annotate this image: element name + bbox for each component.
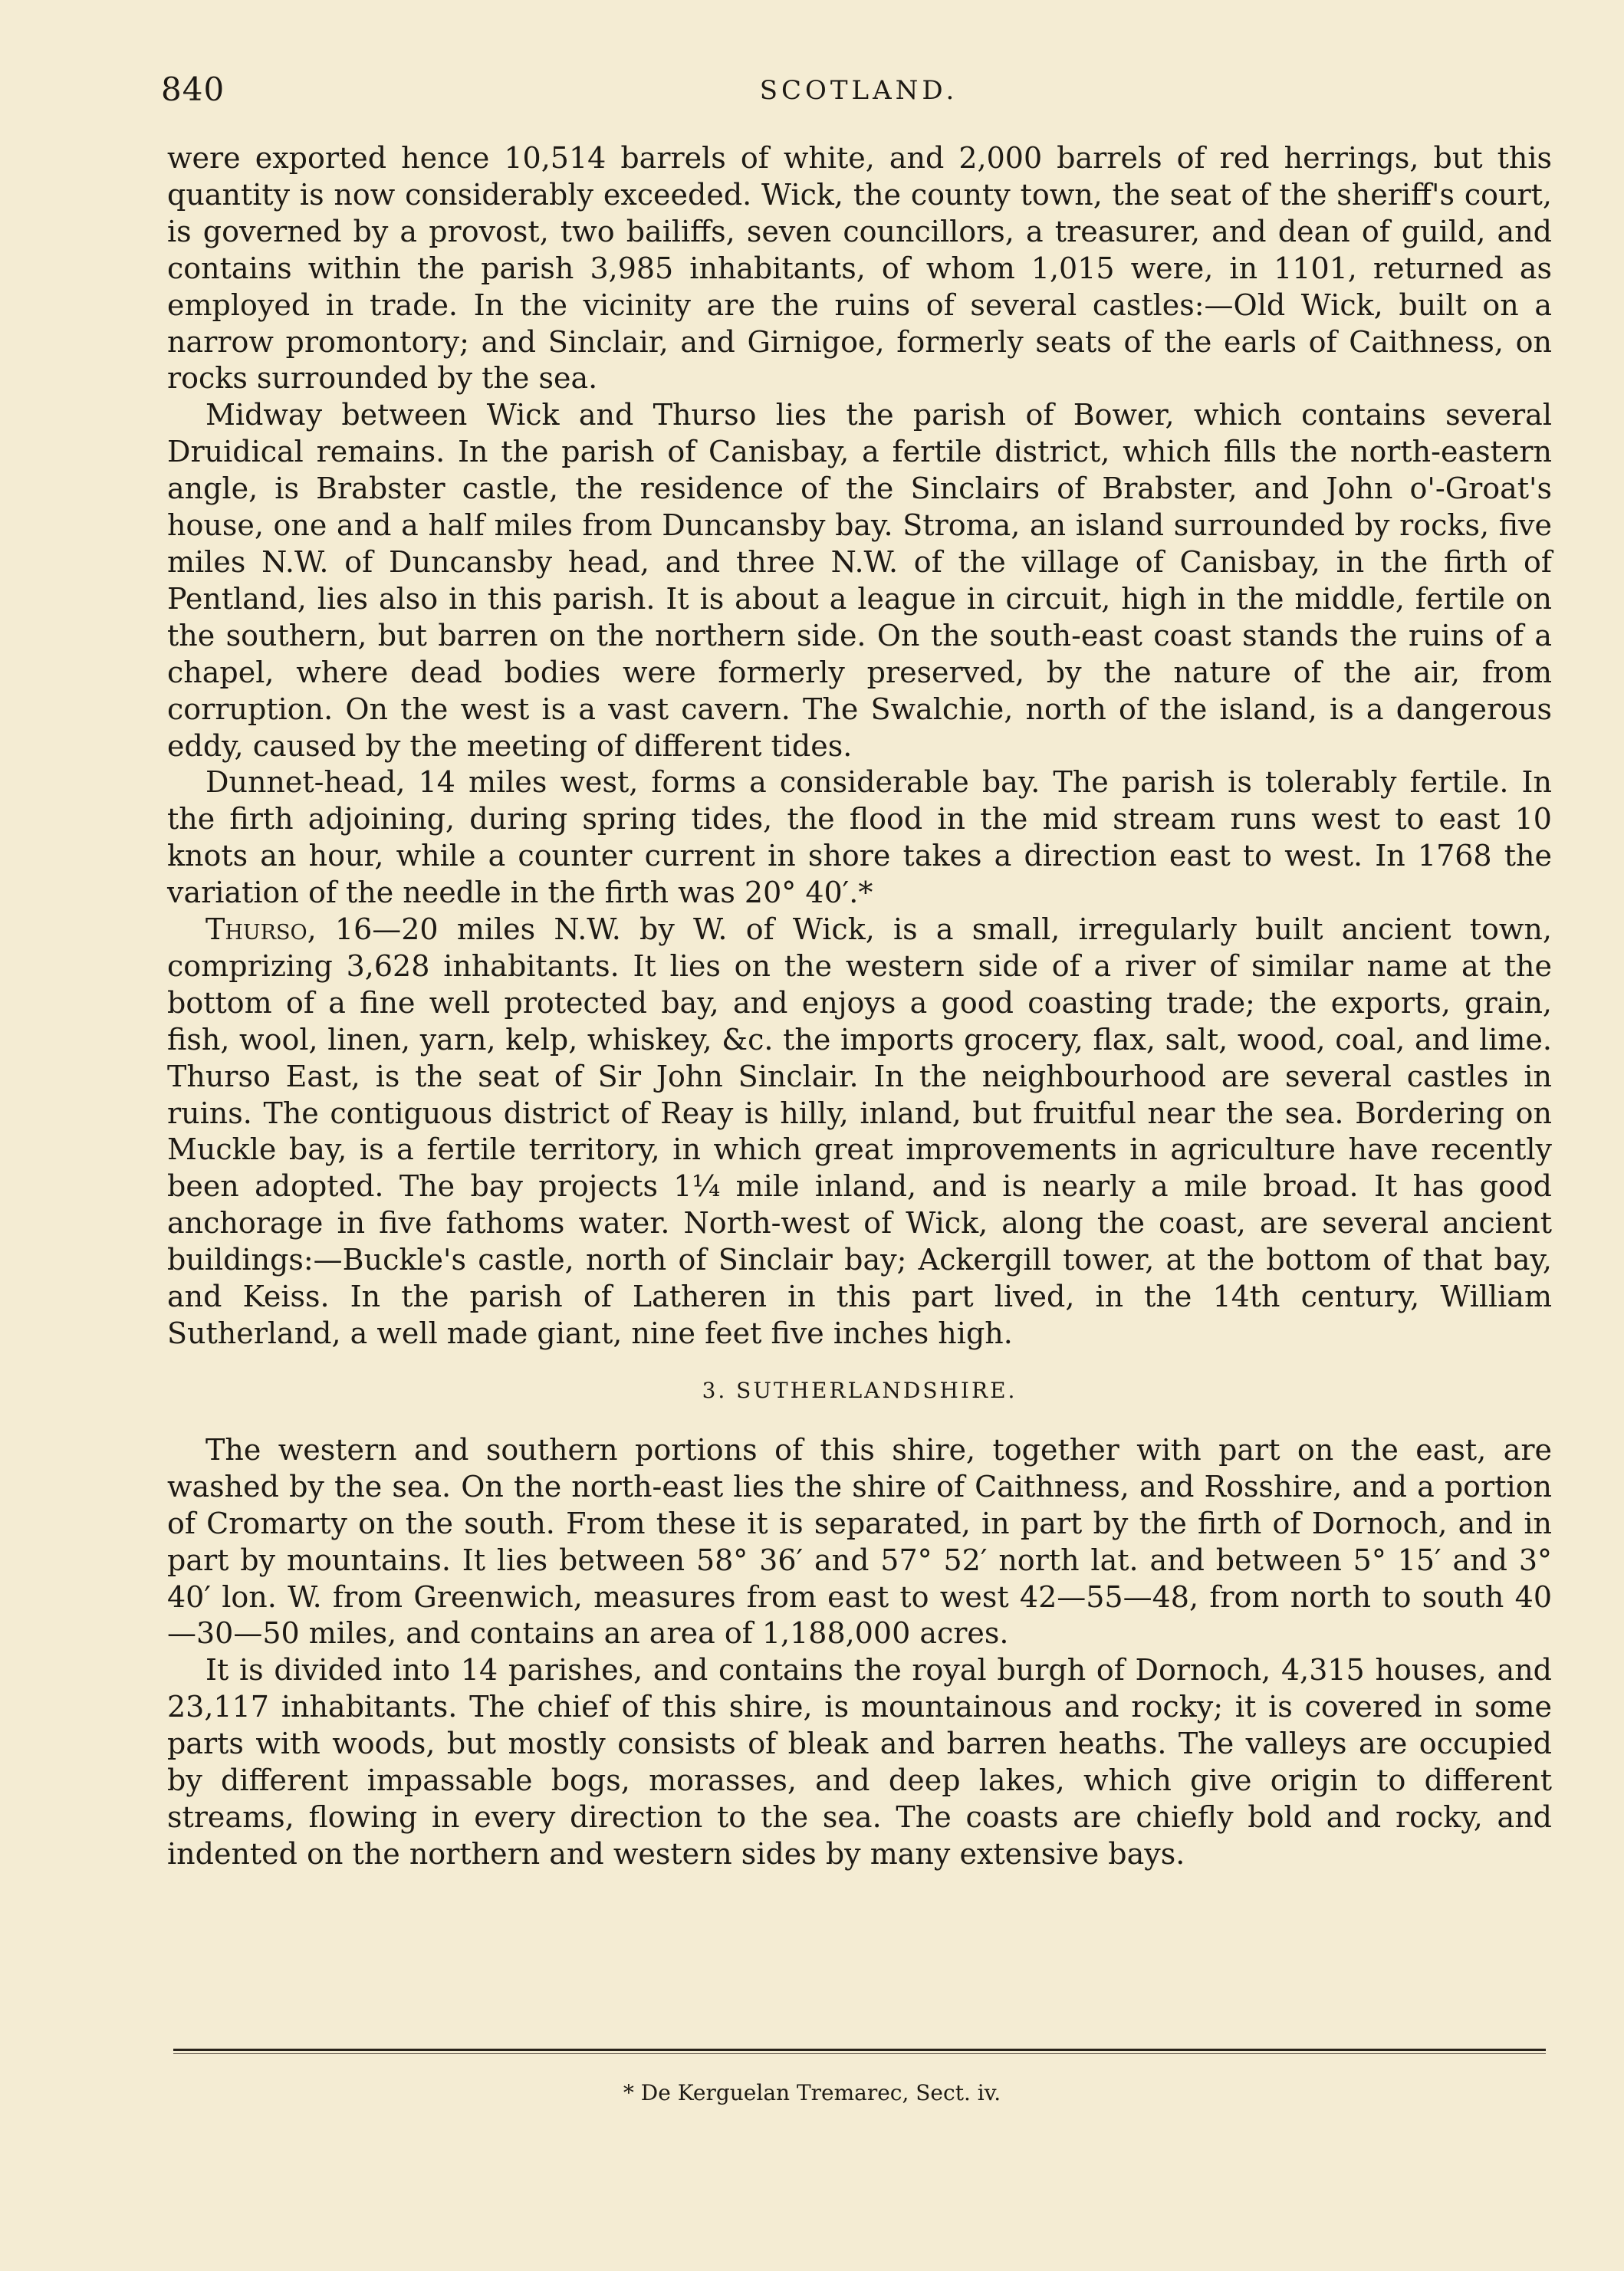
thurso-lead: Thurso, <box>205 912 317 947</box>
page-number: 840 <box>161 71 225 108</box>
footnote-rule <box>173 2049 1546 2051</box>
section-heading: 3. SUTHERLANDSHIRE. <box>702 1377 1017 1403</box>
footnote: * De Kerguelan Tremarec, Sect. iv. <box>623 2080 1001 2105</box>
paragraph-thurso <box>167 912 1552 1352</box>
paragraph-wick: were exported hence 10,514 barrels of white, and 2,000 barrels of red herrings, but this quantity is now considerably exceeded. Wick, the county town, the seat of the sheriff's court, is governed by a provost, two bailiffs, seven councillors, a treasurer, and dean of guild, and contains within the parish 3,985 inhabitants, of whom 1,015 were, in 1101, returned as employed in trade. In the vicinity are the ruins of several castles:—Old Wick, built on a narrow promontory; and Sinclair, and Girnigoe, formerly seats of the earls of Caithness, on rocks surrounded by the sea. <box>167 141 1552 396</box>
footnote-rule-thin <box>173 2053 1546 2054</box>
paragraph-sutherland-parishes: It is divided into 14 parishes, and contains the royal burgh of Dornoch, 4,315 houses, and 23,117 inhabitants. The chief of this shire, is mountainous and rocky; it is covered in some parts with woods, but mostly consists of bleak and barren heaths. The valleys are occupied by different impassable bogs, morasses, and deep lakes, which give origin to different streams, flowing in every direction to the sea. The coasts are chiefly bold and rocky, and indented on the northern and western sides by many extensive bays. <box>167 1653 1552 1871</box>
page-header <box>161 71 1557 117</box>
body-text <box>167 140 1552 1873</box>
paragraph-bower-canisbay: Midway between Wick and Thurso lies the parish of Bower, which contains several Druidical remains. In the parish of Canisbay, a fertile district, which fills the north-eastern angle, is Brabster castle, the residence of the Sinclairs of Brabster, and John o'-Groat's house, one and a half miles from Duncansby bay. Stroma, an island surrounded by rocks, five miles N.W. of Duncansby head, and three N.W. of the village of Canisbay, in the firth of Pentland, lies also in this parish. It is about a league in circuit, high in the middle, fertile on the southern, but barren on the northern side. On the south-east coast stands the ruins of a chapel, where dead bodies were formerly preserved, by the nature of the air, from corruption. On the west is a vast cavern. The Swalchie, north of the island, is a dangerous eddy, caused by the meeting of different tides. <box>167 398 1552 763</box>
paragraph-dunnet-head: Dunnet-head, 14 miles west, forms a considerable bay. The parish is tolerably fertile. In the firth adjoining, during spring tides, the flood in the mid stream runs west to east 10 knots an hour, while a counter current in shore takes a direction east to west. In 1768 the variation of the needle in the firth was 20° 40′.* <box>167 765 1552 910</box>
thurso-text: 16—20 miles N.W. by W. of Wick, is a small, irregularly built ancient town, comprizing 3,628 inhabitants. It lies on the western side of a river of similar name at the bottom of a fine well protected bay, and enjoys a good coasting trade; the exports, grain, fish, wool, linen, yarn, kelp, whiskey, &c. the imports grocery, flax, salt, wood, coal, and lime. Thurso East, is the seat of Sir John Sinclair. In the neighbourhood are several castles in ruins. The contiguous district of Reay is hilly, inland, but fruitful near the sea. Bordering on Muckle bay, is a fertile territory, in which great improvements in agriculture have recently been adopted. The bay projects 1¼ mile inland, and is nearly a mile broad. It has good anchorage in five fathoms water. North-west of Wick, along the coast, are several ancient buildings:—Buckle's castle, north of Sinclair bay; Ackergill tower, at the bottom of that bay, and Keiss. In the parish of Latheren in this part lived, in the 14th century, William Sutherland, a well made giant, nine feet five inches high. <box>167 912 1552 1350</box>
paragraph-sutherland-boundaries: The western and southern portions of this shire, together with part on the east, are washed by the sea. On the north-east lies the shire of Caithness, and Rosshire, and a portion of Cromarty on the south. From these it is separated, in part by the firth of Dornoch, and in part by mountains. It lies between 58° 36′ and 57° 52′ north lat. and between 5° 15′ and 3° 40′ lon. W. from Greenwich, measures from east to west 42—55—48, from north to south 40—30—50 miles, and contains an area of 1,188,000 acres. <box>167 1432 1552 1651</box>
running-head: SCOTLAND. <box>759 75 958 106</box>
